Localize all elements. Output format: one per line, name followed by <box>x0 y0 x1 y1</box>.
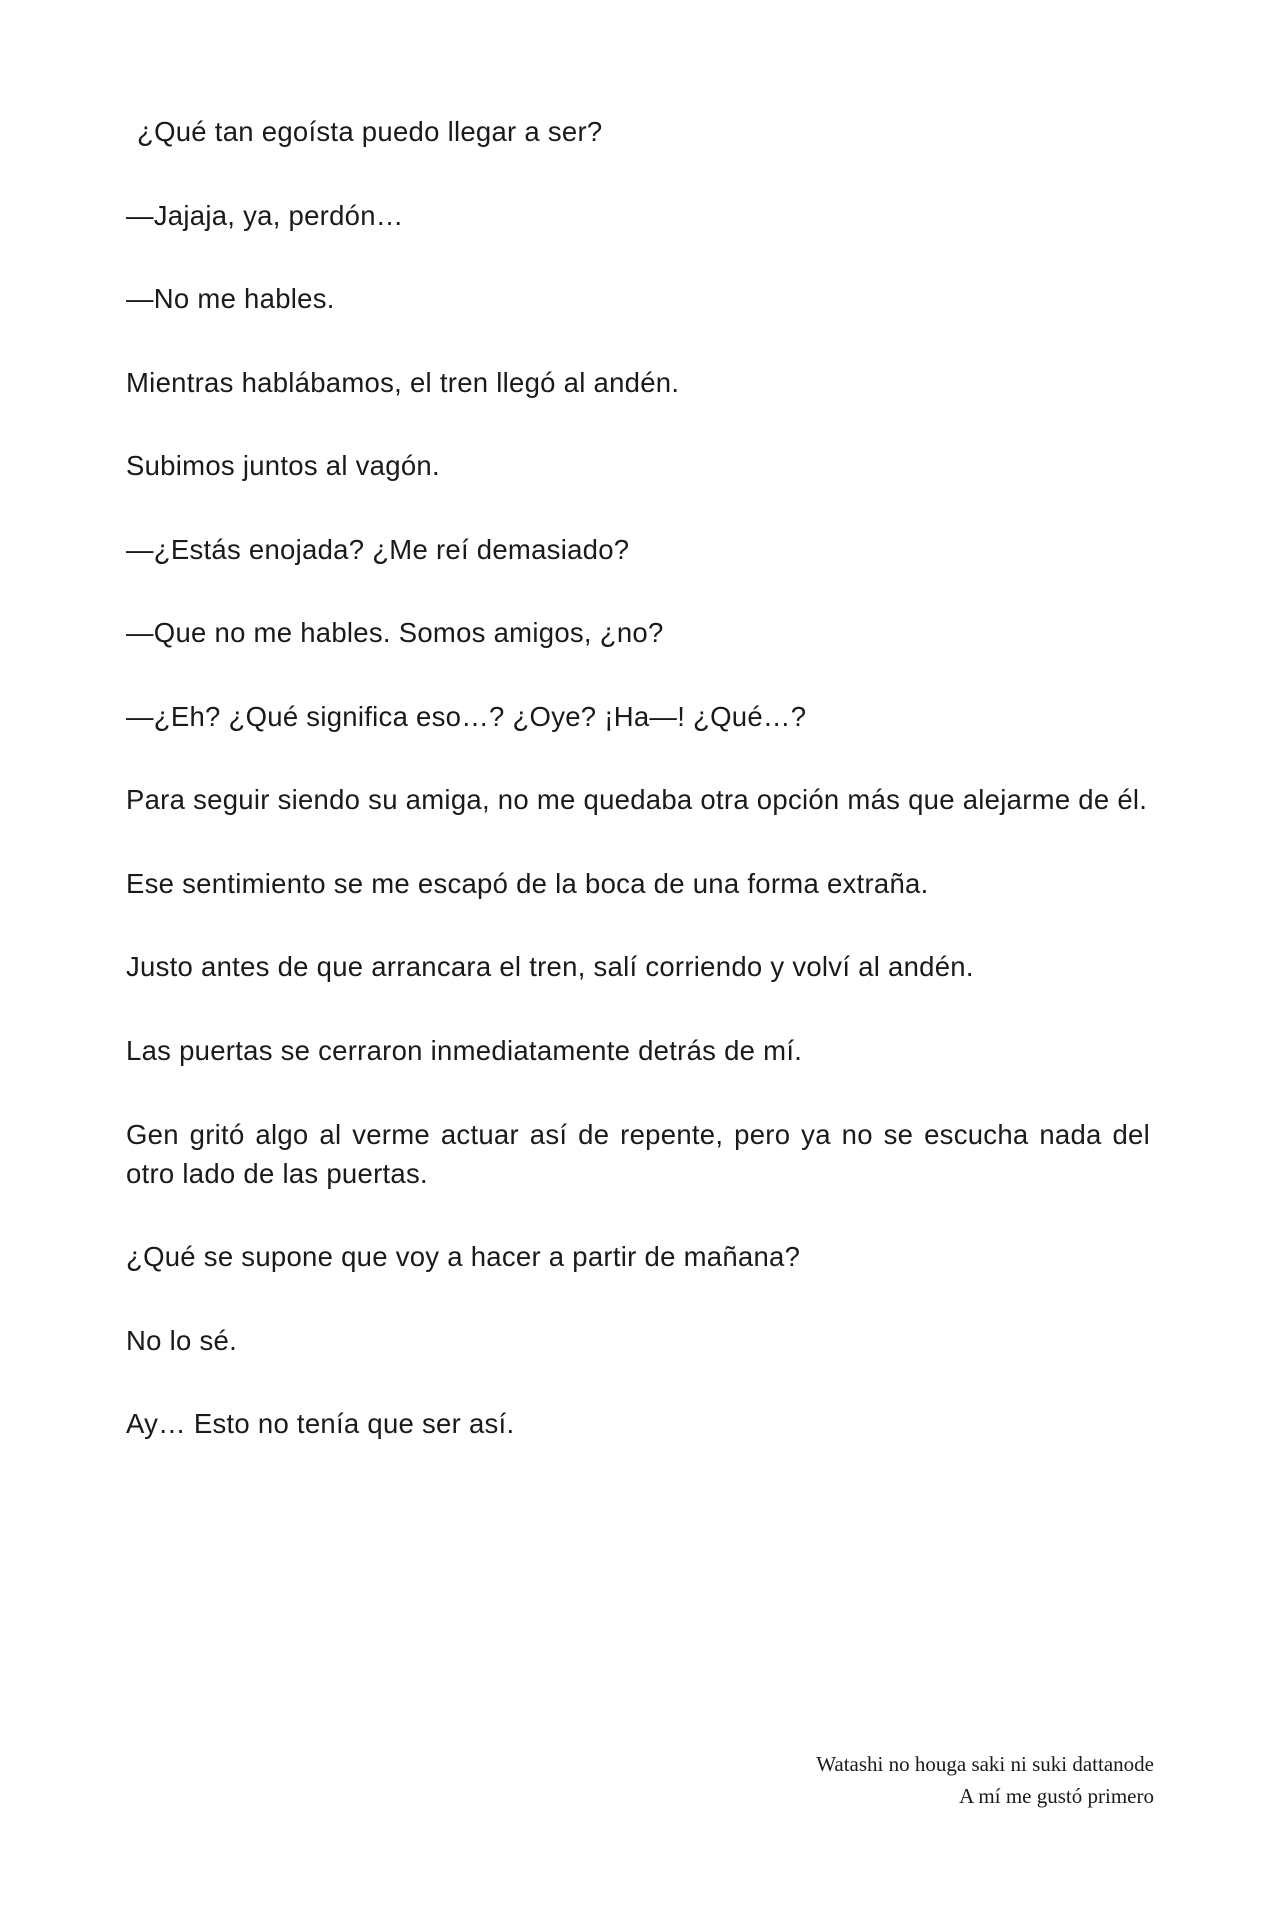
story-paragraph: Justo antes de que arrancara el tren, salí corriendo y volví al andén. <box>126 951 974 983</box>
footer-title-spanish: A mí me gustó primero <box>959 1783 1154 1808</box>
story-paragraph: Ese sentimiento se me escapó de la boca de una forma extraña. <box>126 867 929 899</box>
story-paragraph: ¿Qué se supone que voy a hacer a partir de mañana? <box>126 1241 801 1273</box>
story-paragraph: Mientras hablábamos, el tren llegó al andén. <box>126 366 680 398</box>
story-paragraph: ¿Qué tan egoísta puedo llegar a ser? <box>137 116 603 147</box>
story-paragraph: —Que no me hables. Somos amigos, ¿no? <box>126 617 664 649</box>
story-paragraph: Para seguir siendo su amiga, no me quedaba otra opción más que alejarme de él. <box>126 784 1148 816</box>
page-footer <box>534 1749 1154 1812</box>
footer-title-romaji: Watashi no houga saki ni suki dattanode <box>816 1752 1154 1776</box>
story-paragraph: Ay… Esto no tenía que ser así. <box>126 1408 515 1440</box>
story-paragraph: —Jajaja, ya, perdón… <box>126 199 404 231</box>
story-paragraph: —¿Eh? ¿Qué significa eso…? ¿Oye? ¡Ha—! ¿Qué…? <box>126 700 807 732</box>
story-paragraph: Las puertas se cerraron inmediatamente detrás de mí. <box>126 1035 803 1067</box>
story-text-body <box>126 112 1150 1443</box>
story-paragraph: Subimos juntos al vagón. <box>126 450 440 482</box>
story-paragraph: —No me hables. <box>126 283 335 315</box>
story-paragraph: Gen gritó algo al verme actuar así de repente, pero ya no se escucha nada del otro lado de las puertas. <box>126 1118 1150 1189</box>
story-paragraph: No lo sé. <box>126 1324 237 1356</box>
story-paragraph: —¿Estás enojada? ¿Me reí demasiado? <box>126 533 630 565</box>
